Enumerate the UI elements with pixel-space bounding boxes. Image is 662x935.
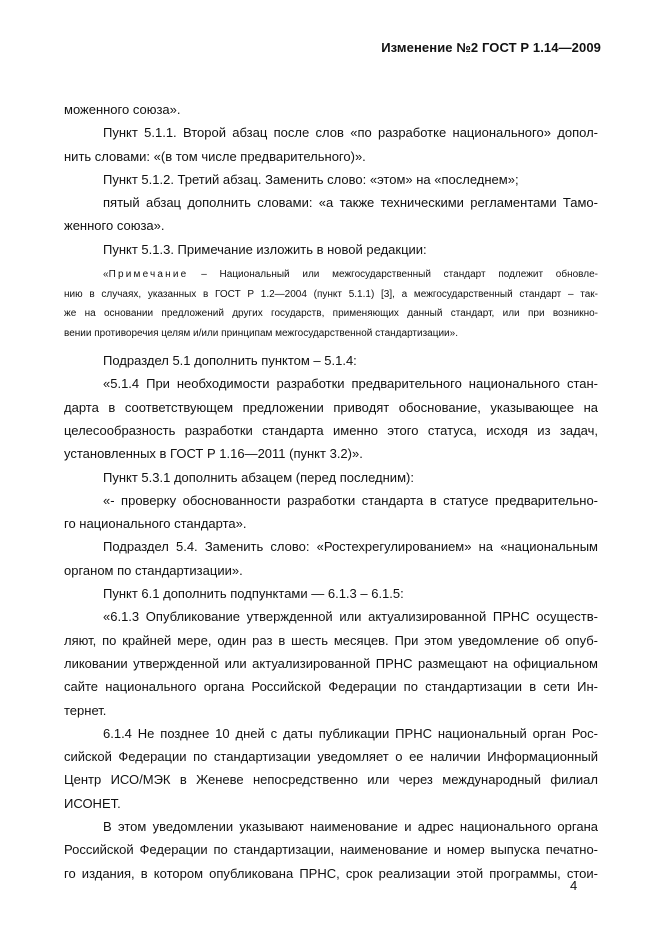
text-line: Пункт 5.1.1. Второй абзац после слов «по разработке национального» допол- [103,125,598,141]
text-line: Пункт 6.1 дополнить подпунктами — 6.1.3 – 6.1.5: [103,586,404,602]
text-line: Подраздел 5.4. Заменить слово: «Ростехрегулированием» на «национальным [103,539,598,555]
note-open-quote: « [103,269,109,281]
text-line: целесообразность разработки стандарта именно этого статуса, исходя из задач, [64,422,598,438]
text-line: моженного союза». [64,102,181,117]
text-line: дарта в соответствующем предложении приводят обоснование, указывающее на [64,399,598,415]
text-line: Пункт 5.1.2. Третий абзац. Заменить слово: «этом» на «последнем»; [103,171,519,187]
text-line: Пункт 5.1.3. Примечание изложить в новой редакции: [103,241,427,257]
text-line: го национального стандарта». [64,516,247,532]
text-line: установленных в ГОСТ Р 1.16—2011 (пункт 3.2)». [64,446,363,462]
text-line: Подраздел 5.1 дополнить пунктом – 5.1.4: [103,353,357,369]
page-number: 4 [570,878,578,893]
text-line: ляют, по крайней мере, один раз в шесть месяцев. При этом уведомление об опуб- [64,632,598,648]
note-line: вении противоречия целям и/или принципам межгосударственной стандартизации». [64,327,458,339]
document-header: Изменение №2 ГОСТ Р 1.14—2009 [381,40,601,55]
text-line: Центр ИСО/МЭК в Женеве непосредственно или через международный филиал [64,772,598,788]
text-line: го издания, в котором опубликована ПРНС, срок реализации этой программы, стои- [64,865,598,881]
note-label: Примечание [108,269,189,281]
text-line: пятый абзац дополнить словами: «а также техническими регламентами Тамо- [103,195,598,211]
text-line: ликовании утвержденной или актуализированной ПРНС размещают на официальном [64,655,598,671]
text-line: «- проверку обоснованности разработки стандарта в статусе предварительно- [103,492,598,508]
text-line: В этом уведомлении указывают наименование и адрес национального органа [103,819,598,835]
text-line: 6.1.4 Не позднее 10 дней с даты публикации ПРНС национальный орган Рос- [103,725,598,741]
text-line: женного союза». [64,218,165,234]
text-line: Российской Федерации по стандартизации, наименование и номер выпуска печатно- [64,842,598,858]
document-body [64,98,598,885]
text-line: «5.1.4 При необходимости разработки предварительного национального стан- [103,376,598,392]
note-line: нию в случаях, указанных в ГОСТ Р 1.2—2004 (пункт 5.1.1) [3], а межгосударственный стандарт – так- [64,288,598,300]
text-line: «6.1.3 Опубликование утвержденной или актуализированной ПРНС осуществ- [103,609,598,625]
text-line: ИСОНЕТ. [64,795,121,811]
note-text: – Национальный или межгосударственный стандарт подлежит обновле- [188,269,598,281]
text-line: нить словами: «(в том числе предварительного)». [64,148,366,164]
text-line: Пункт 5.3.1 дополнить абзацем (перед последним): [103,469,414,485]
note-line [64,265,598,285]
note-line: же на основании предложений других государств, применяющих данный стандарт, или при возникно- [64,308,598,320]
text-line: тернет. [64,702,107,718]
text-line: сайте национального органа Российской Федерации по стандартизации в сети Ин- [64,679,598,695]
note-block [64,265,598,343]
text-line: органом по стандартизации». [64,562,243,578]
text-line: сийской Федерации по стандартизации уведомляет о ее наличии Информационный [64,749,598,765]
